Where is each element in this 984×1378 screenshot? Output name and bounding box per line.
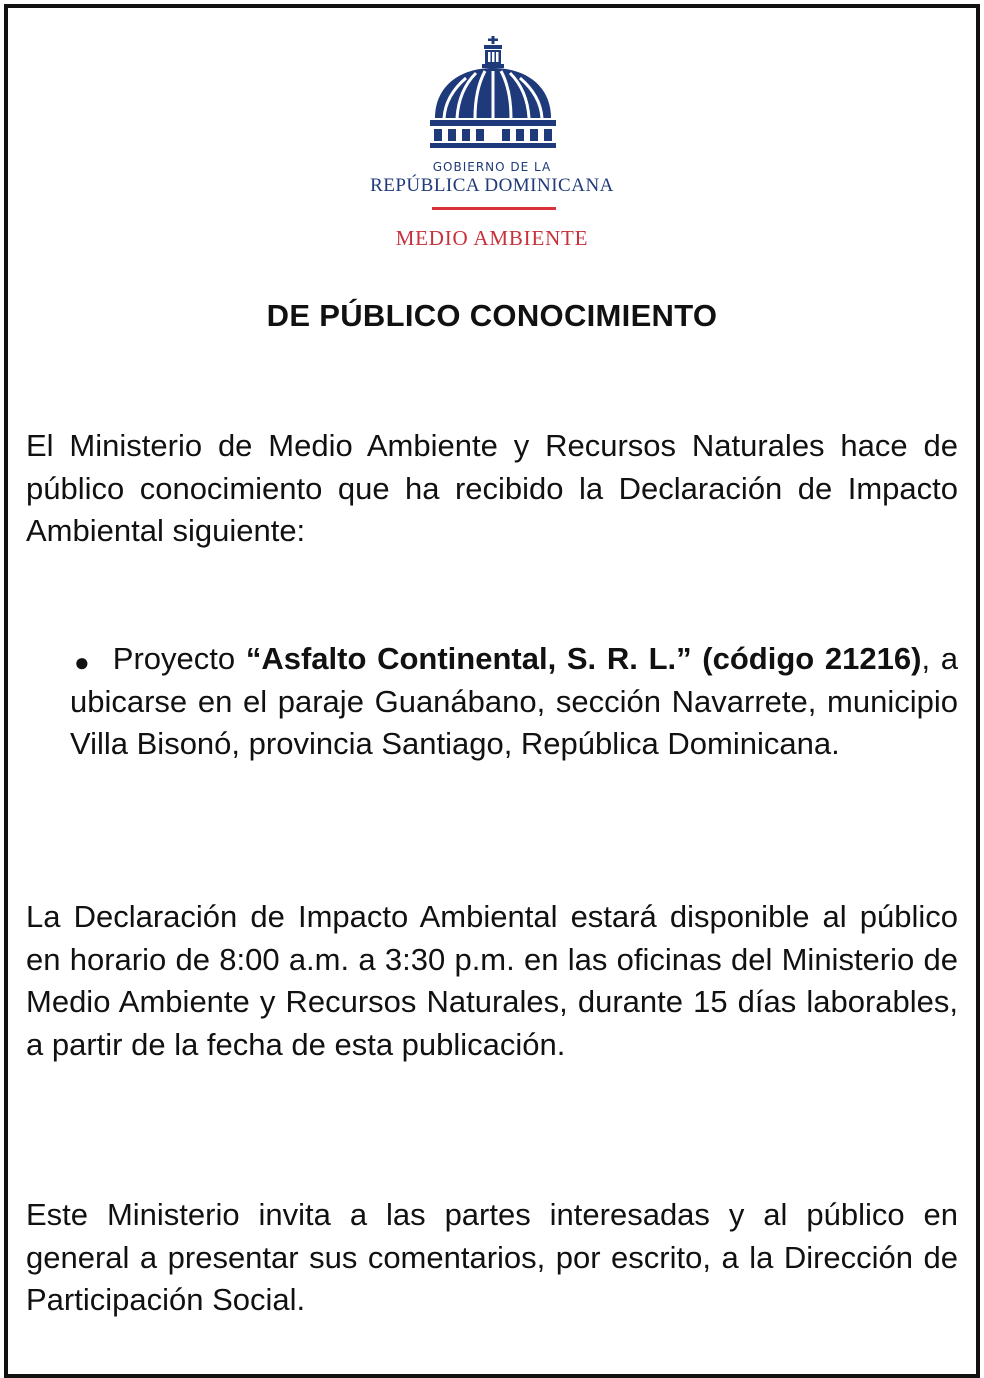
project-bullet-item [70, 638, 958, 766]
government-logo [356, 34, 628, 249]
bullet-icon: ● [74, 647, 90, 677]
logo-red-divider [432, 207, 556, 210]
logo-ministry-text: MEDIO AMBIENTE [395, 226, 589, 250]
availability-paragraph: La Declaración de Impacto Ambiental estará disponible al público en horario de 8:00 a.m. a 3:30 p.m. en las oficinas del Ministerio de Medio Ambiente y Recursos Naturales, durante 15 días laborables, a partir de la fecha de esta publicación. [26, 899, 958, 1062]
intro-paragraph: El Ministerio de Medio Ambiente y Recursos Naturales hace de público conocimiento que ha recibido la Declaración de Impacto Ambiental siguiente: [26, 428, 958, 548]
notice-title: DE PÚBLICO CONOCIMIENTO [266, 298, 718, 333]
logo-country-text: REPÚBLICA DOMINICANA [370, 175, 614, 196]
dome-seal-icon [430, 34, 556, 152]
project-location-text: , a ubicarse en el paraje Guanábano, sección Navarrete, municipio Villa Bisonó, provincia Santiago, República Dominicana. [70, 641, 959, 761]
invitation-paragraph: Este Ministerio invita a las partes interesadas y al público en general a presentar sus comentarios, por escrito, a la Dirección de Participación Social. [26, 1197, 958, 1317]
project-name-bold: “Asfalto Continental, S. R. L.” (código 21216) [245, 641, 922, 676]
logo-government-text: GOBIERNO DE LA [432, 160, 552, 174]
bullet-prefix: Proyecto [112, 641, 246, 676]
